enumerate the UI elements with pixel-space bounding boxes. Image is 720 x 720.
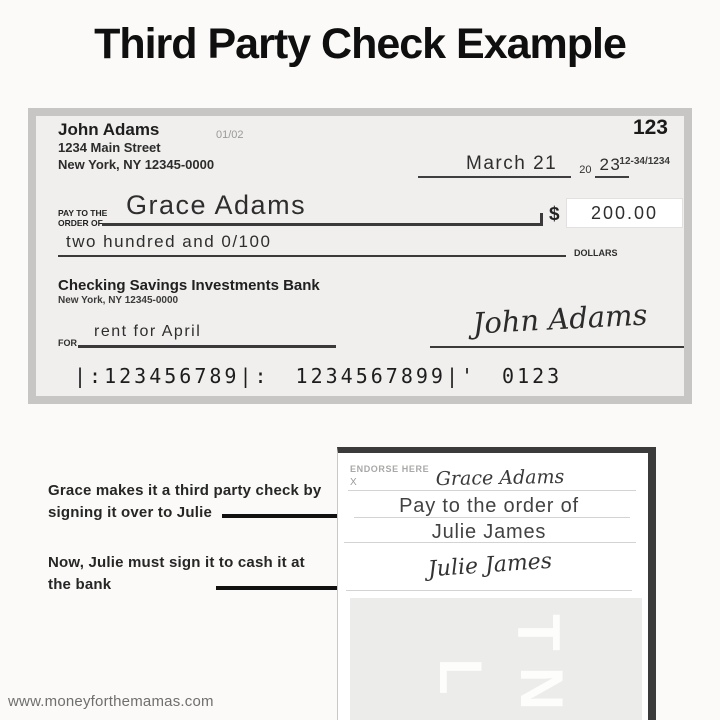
memo-value: rent for April	[94, 323, 202, 340]
endorsement-line	[348, 490, 636, 491]
page-title: Third Party Check Example	[94, 20, 626, 68]
payer-address-line1: 1234 Main Street	[58, 140, 161, 155]
micr-account-number: 1234567899|'	[295, 364, 477, 388]
check-back	[337, 447, 656, 720]
micr-check-number: 0123	[502, 364, 563, 388]
watermark-letter: L	[426, 658, 494, 695]
amount-words-line	[58, 230, 566, 257]
endorse-x-mark: X	[350, 477, 357, 488]
bank-address: New York, NY 12345-0000	[58, 295, 179, 306]
payee-value: Grace Adams	[126, 190, 307, 220]
amount-tick-mark	[540, 213, 543, 226]
amount-box	[566, 198, 683, 228]
date-field	[418, 150, 629, 178]
pay-to-label-line2: ORDER OF	[58, 218, 103, 228]
memo-line	[78, 320, 336, 348]
endorsement-line	[354, 517, 630, 518]
routing-fraction: 12-34/1234	[619, 156, 670, 167]
payer-address-line2: New York, NY 12345-0000	[58, 157, 215, 172]
date-value: March 21	[454, 153, 571, 178]
annotation-third-party-line2: signing it over to Julie	[48, 504, 212, 521]
pay-over-text-line1: Pay to the order of	[399, 495, 579, 517]
endorsement-line	[344, 542, 636, 543]
check-number: 123	[632, 116, 668, 139]
watermark-letter: T	[504, 614, 572, 651]
micr-routing-number: |:123456789|:	[74, 364, 270, 388]
annotation-julie-sign-line2: the bank	[48, 576, 112, 593]
endorse-here-label: ENDORSE HERE	[350, 464, 430, 474]
payer-signature: John Adams	[471, 297, 649, 341]
watermark-letter: N	[508, 666, 576, 711]
date-line	[418, 150, 454, 178]
year-prefix: 20	[579, 164, 592, 176]
annotation-julie-sign-line1: Now, Julie must sign it to cash it at	[48, 554, 305, 571]
memo-label: FOR	[58, 338, 77, 348]
year-value: 23	[595, 155, 629, 178]
arrow-right-icon	[222, 514, 356, 518]
check-front	[28, 108, 692, 404]
payee-line	[102, 190, 540, 226]
dollars-label: DOLLARS	[574, 248, 618, 258]
julie-signature: Julie James	[427, 548, 553, 583]
annotation-third-party-line1: Grace makes it a third party check by	[48, 482, 322, 499]
pay-to-label	[58, 208, 107, 228]
amount-words-value: two hundred and 0/100	[66, 232, 272, 251]
pay-to-label-line1: PAY TO THE	[58, 208, 108, 218]
amount-value: 200.00	[590, 202, 659, 223]
endorsement-gray-block	[350, 598, 642, 720]
bank-name: Checking Savings Investments Bank	[58, 277, 320, 294]
duplicate-number: 01/02	[216, 129, 244, 141]
micr-line	[74, 364, 588, 388]
pay-over-text-line2: Julie James	[431, 521, 547, 543]
site-url: www.moneyforthemamas.com	[8, 693, 214, 710]
endorsement-line	[346, 590, 632, 591]
arrow-right-icon	[216, 586, 356, 590]
payer-name: John Adams	[58, 120, 160, 139]
dollar-sign: $	[549, 204, 560, 225]
grace-signature: Grace Adams	[435, 465, 565, 491]
